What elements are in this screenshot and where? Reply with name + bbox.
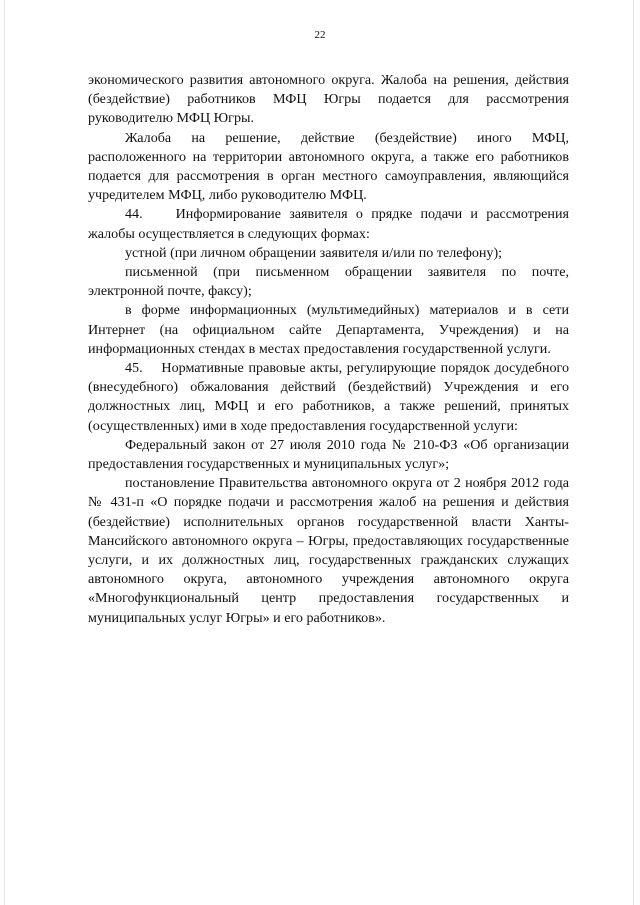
- paragraph-complaint-other-mfc: Жалоба на решение, действие (бездействие) иного МФЦ, расположенного на территории автономного округа, а также его работников подается для рассмотрения в орган местного самоуправления, являющийся учредителем МФЦ, либо руководителю МФЦ.: [88, 129, 569, 204]
- document-body: [88, 71, 569, 628]
- paragraph-multimedia-form: в форме информационных (мультимедийных) материалов и в сети Интернет (на официальном сайте Департамента, Учреждения) и на информационных стендах в местах предоставления государственной услуги.: [88, 302, 569, 357]
- paragraph-continuation: экономического развития автономного округа. Жалоба на решения, действия (бездействие) работников МФЦ Югры подается для рассмотрения руководителю МФЦ Югры.: [88, 72, 569, 127]
- paragraph-item-44: 44. Информирование заявителя о прядке подачи и рассмотрения жалобы осуществляется в следующих формах:: [88, 206, 569, 242]
- paragraph-written-form: письменной (при письменном обращении заявителя по почте, электронной почте, факсу);: [88, 264, 569, 300]
- scan-edge-right: [633, 0, 634, 905]
- scan-edge-left: [4, 0, 5, 905]
- paragraph-oral-form: устной (при личном обращении заявителя и/или по телефону);: [125, 244, 503, 261]
- paragraph-federal-law: Федеральный закон от 27 июля 2010 года № 210-ФЗ «Об организации предоставления государственных и муниципальных услуг»;: [88, 436, 569, 473]
- paragraph-item-45: 45. Нормативные правовые акты, регулирующие порядок досудебного (внесудебного) обжалования действий (бездействий) Учреждения и его должностных лиц, МФЦ и его работников, а также решений, принятых (осуществленных) ими в ходе предоставления государственной услуги:: [88, 360, 569, 434]
- paragraph-government-resolution: постановление Правительства автономного округа от 2 ноября 2012 года № 431-п «О порядке подачи и рассмотрения жалоб на решения и действия (бездействие) исполнительных органов государственной власти Ханты-Мансийского автономного округа – Югры, предоставляющих государственные услуги, и их должностных лиц, государственных гражданских служащих автономного округа, автономного учреждения автономного округа «Многофункциональный центр предоставления государственных и муниципальных услуг Югры» и его работников».: [88, 475, 569, 626]
- page-number: 22: [314, 29, 326, 41]
